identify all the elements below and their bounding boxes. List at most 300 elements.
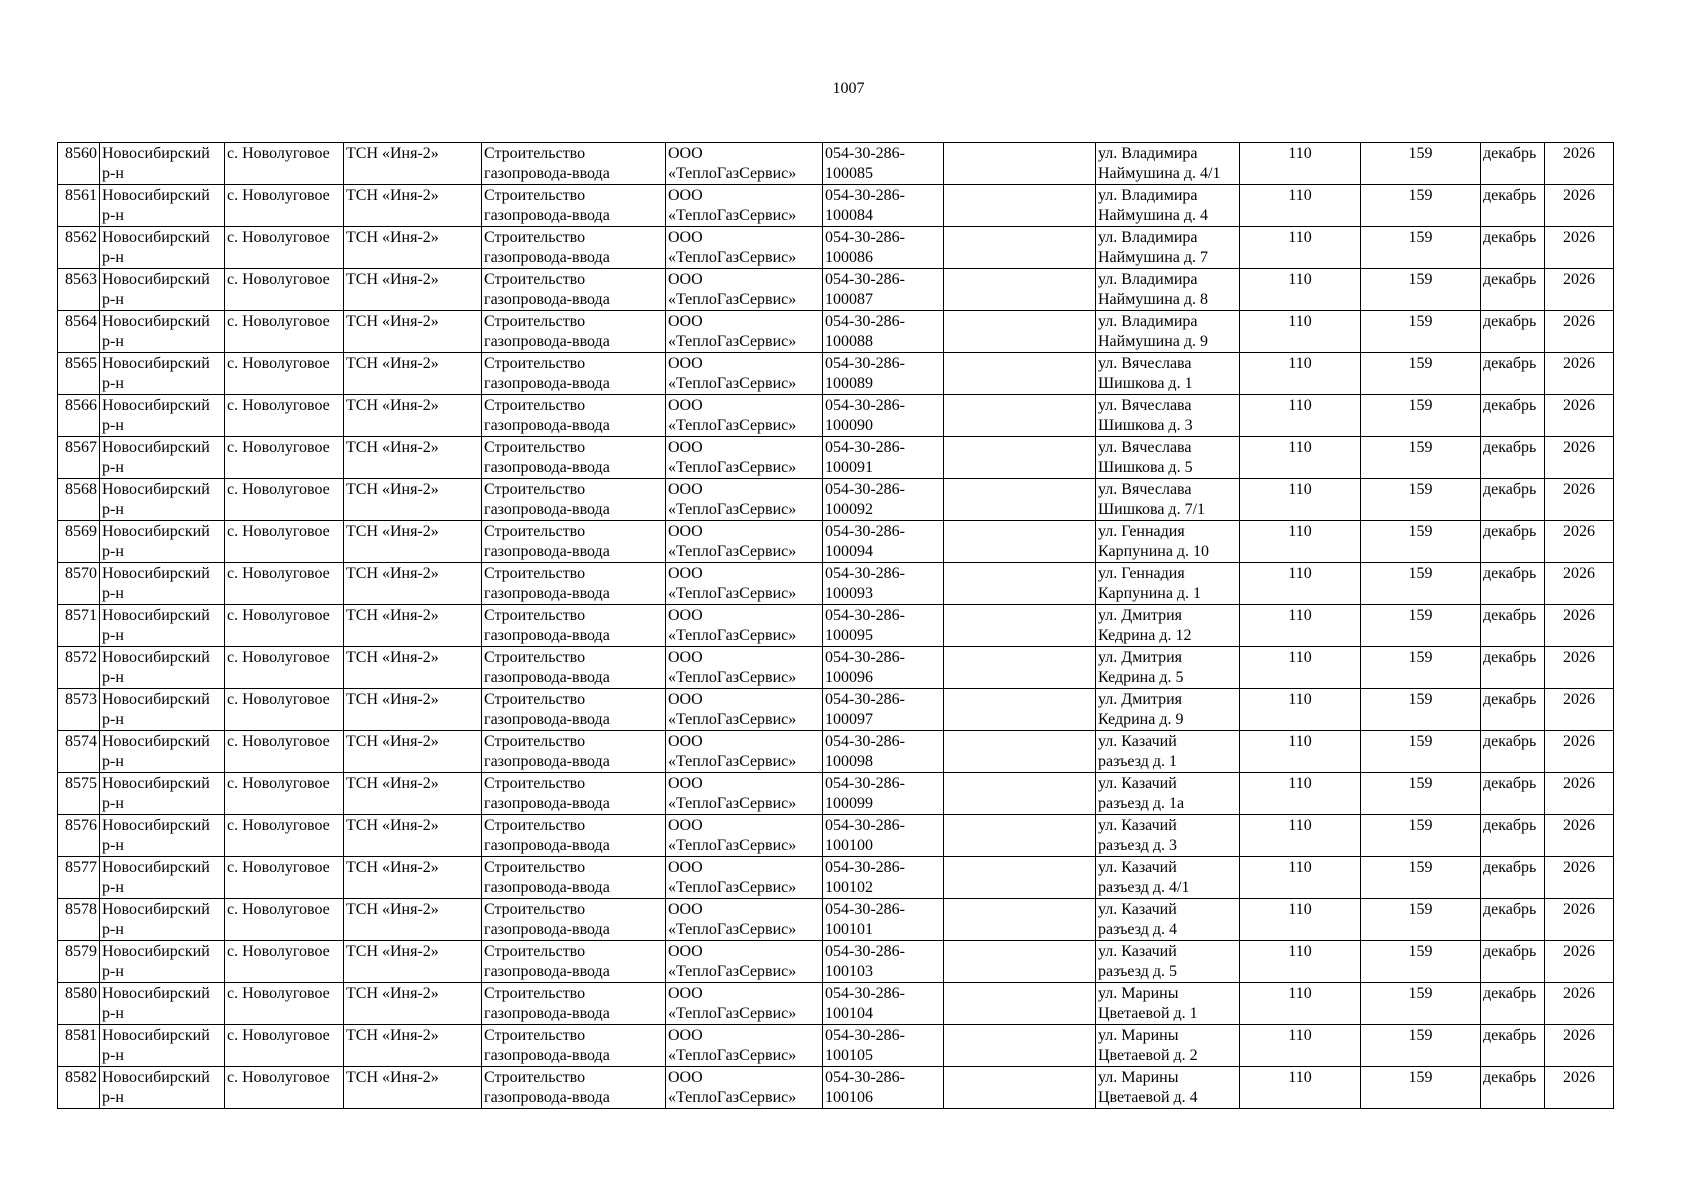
organization-cell: ТСН «Иня-2»	[344, 311, 482, 353]
address-cell	[1096, 1025, 1240, 1067]
settlement-cell: с. Новолуговое	[225, 1067, 344, 1109]
address-cell-line: ул. Казачий	[1098, 859, 1177, 876]
address-cell-line: разъезд д. 4/1	[1098, 879, 1190, 896]
district-cell: Новосибирский р-н	[100, 1067, 225, 1109]
address-cell-line: Шишкова д. 5	[1098, 459, 1193, 476]
company-cell-line: «ТеплоГазСервис»	[668, 879, 797, 896]
company-cell-line: ООО	[668, 775, 703, 792]
company-cell-line: ООО	[668, 1027, 703, 1044]
row-number: 8570	[58, 563, 100, 605]
year-cell: 2026	[1545, 479, 1614, 521]
organization-cell: ТСН «Иня-2»	[344, 395, 482, 437]
company-cell-line: ООО	[668, 985, 703, 1002]
address-cell-line: ул. Марины	[1098, 985, 1179, 1002]
row-number: 8572	[58, 647, 100, 689]
work-type-cell: Строительство газопровода-ввода	[482, 227, 666, 269]
address-cell	[1096, 899, 1240, 941]
address-cell-line: ул. Марины	[1098, 1027, 1179, 1044]
company-cell	[666, 269, 823, 311]
month-cell: декабрь	[1481, 521, 1545, 563]
object-code-cell	[823, 1025, 944, 1067]
company-cell-line: «ТеплоГазСервис»	[668, 753, 797, 770]
organization-cell: ТСН «Иня-2»	[344, 563, 482, 605]
object-code-cell	[823, 521, 944, 563]
work-type-cell: Строительство газопровода-ввода	[482, 269, 666, 311]
district-cell: Новосибирский р-н	[100, 185, 225, 227]
empty-cell	[944, 479, 1096, 521]
address-cell	[1096, 647, 1240, 689]
value-1-cell: 110	[1240, 185, 1361, 227]
empty-cell	[944, 1067, 1096, 1109]
month-cell: декабрь	[1481, 143, 1545, 185]
value-2-cell: 159	[1361, 479, 1481, 521]
row-number: 8565	[58, 353, 100, 395]
district-cell: Новосибирский р-н	[100, 521, 225, 563]
month-cell: декабрь	[1481, 731, 1545, 773]
object-code-cell	[823, 857, 944, 899]
value-1-cell: 110	[1240, 941, 1361, 983]
value-2-cell: 159	[1361, 1025, 1481, 1067]
work-type-cell: Строительство газопровода-ввода	[482, 731, 666, 773]
value-2-cell: 159	[1361, 563, 1481, 605]
year-cell: 2026	[1545, 983, 1614, 1025]
row-number: 8578	[58, 899, 100, 941]
object-code-cell-line: 054-30-286-	[825, 229, 905, 246]
object-code-cell-line: 054-30-286-	[825, 397, 905, 414]
value-1-cell: 110	[1240, 983, 1361, 1025]
table-row	[58, 353, 1614, 395]
object-code-cell	[823, 647, 944, 689]
year-cell: 2026	[1545, 437, 1614, 479]
object-code-cell-line: 100097	[825, 711, 873, 728]
month-cell: декабрь	[1481, 899, 1545, 941]
district-cell: Новосибирский р-н	[100, 227, 225, 269]
value-2-cell: 159	[1361, 269, 1481, 311]
district-cell: Новосибирский р-н	[100, 689, 225, 731]
value-2-cell: 159	[1361, 437, 1481, 479]
table-row	[58, 1025, 1614, 1067]
address-cell	[1096, 1067, 1240, 1109]
organization-cell: ТСН «Иня-2»	[344, 1025, 482, 1067]
district-cell: Новосибирский р-н	[100, 143, 225, 185]
work-type-cell: Строительство газопровода-ввода	[482, 479, 666, 521]
settlement-cell: с. Новолуговое	[225, 521, 344, 563]
company-cell	[666, 227, 823, 269]
object-code-cell-line: 054-30-286-	[825, 439, 905, 456]
value-2-cell: 159	[1361, 185, 1481, 227]
company-cell	[666, 857, 823, 899]
address-cell-line: Кедрина д. 12	[1098, 627, 1192, 644]
company-cell-line: ООО	[668, 313, 703, 330]
company-cell-line: «ТеплоГазСервис»	[668, 1005, 797, 1022]
company-cell	[666, 941, 823, 983]
address-cell-line: ул. Дмитрия	[1098, 649, 1182, 666]
object-code-cell-line: 054-30-286-	[825, 313, 905, 330]
empty-cell	[944, 857, 1096, 899]
table-row	[58, 689, 1614, 731]
year-cell: 2026	[1545, 143, 1614, 185]
value-1-cell: 110	[1240, 1067, 1361, 1109]
address-cell-line: ул. Владимира	[1098, 313, 1198, 330]
object-code-cell-line: 100090	[825, 417, 873, 434]
object-code-cell-line: 100102	[825, 879, 873, 896]
month-cell: декабрь	[1481, 605, 1545, 647]
company-cell-line: «ТеплоГазСервис»	[668, 459, 797, 476]
object-code-cell	[823, 269, 944, 311]
year-cell: 2026	[1545, 605, 1614, 647]
district-cell: Новосибирский р-н	[100, 731, 225, 773]
year-cell: 2026	[1545, 185, 1614, 227]
object-code-cell	[823, 773, 944, 815]
object-code-cell-line: 054-30-286-	[825, 355, 905, 372]
year-cell: 2026	[1545, 227, 1614, 269]
district-cell: Новосибирский р-н	[100, 857, 225, 899]
company-cell-line: «ТеплоГазСервис»	[668, 375, 797, 392]
object-code-cell-line: 100092	[825, 501, 873, 518]
value-2-cell: 159	[1361, 773, 1481, 815]
work-type-cell: Строительство газопровода-ввода	[482, 437, 666, 479]
address-cell-line: Шишкова д. 1	[1098, 375, 1193, 392]
organization-cell: ТСН «Иня-2»	[344, 227, 482, 269]
table-row	[58, 857, 1614, 899]
empty-cell	[944, 227, 1096, 269]
month-cell: декабрь	[1481, 941, 1545, 983]
value-2-cell: 159	[1361, 689, 1481, 731]
company-cell-line: «ТеплоГазСервис»	[668, 963, 797, 980]
address-cell	[1096, 521, 1240, 563]
object-code-cell-line: 054-30-286-	[825, 691, 905, 708]
address-cell-line: ул. Вячеслава	[1098, 439, 1192, 456]
company-cell	[666, 731, 823, 773]
work-type-cell: Строительство газопровода-ввода	[482, 689, 666, 731]
company-cell-line: «ТеплоГазСервис»	[668, 627, 797, 644]
row-number: 8579	[58, 941, 100, 983]
value-1-cell: 110	[1240, 437, 1361, 479]
year-cell: 2026	[1545, 521, 1614, 563]
month-cell: декабрь	[1481, 395, 1545, 437]
table-row	[58, 1067, 1614, 1109]
organization-cell: ТСН «Иня-2»	[344, 479, 482, 521]
month-cell: декабрь	[1481, 815, 1545, 857]
address-cell-line: ул. Владимира	[1098, 271, 1198, 288]
table-row	[58, 185, 1614, 227]
address-cell-line: ул. Владимира	[1098, 145, 1198, 162]
month-cell: декабрь	[1481, 185, 1545, 227]
work-type-cell: Строительство газопровода-ввода	[482, 815, 666, 857]
address-cell-line: ул. Дмитрия	[1098, 691, 1182, 708]
settlement-cell: с. Новолуговое	[225, 899, 344, 941]
object-code-cell	[823, 731, 944, 773]
company-cell	[666, 647, 823, 689]
row-number: 8569	[58, 521, 100, 563]
organization-cell: ТСН «Иня-2»	[344, 437, 482, 479]
year-cell: 2026	[1545, 899, 1614, 941]
object-code-cell	[823, 437, 944, 479]
company-cell-line: «ТеплоГазСервис»	[668, 795, 797, 812]
object-code-cell-line: 100086	[825, 249, 873, 266]
settlement-cell: с. Новолуговое	[225, 1025, 344, 1067]
address-cell-line: Наймушина д. 4/1	[1098, 165, 1221, 182]
table-row	[58, 395, 1614, 437]
company-cell	[666, 437, 823, 479]
organization-cell: ТСН «Иня-2»	[344, 647, 482, 689]
company-cell-line: «ТеплоГазСервис»	[668, 921, 797, 938]
value-1-cell: 110	[1240, 605, 1361, 647]
address-cell	[1096, 857, 1240, 899]
object-code-cell-line: 100099	[825, 795, 873, 812]
table-body	[58, 143, 1614, 1109]
company-cell-line: «ТеплоГазСервис»	[668, 1089, 797, 1106]
object-code-cell-line: 100089	[825, 375, 873, 392]
value-1-cell: 110	[1240, 563, 1361, 605]
address-cell-line: ул. Дмитрия	[1098, 607, 1182, 624]
row-number: 8581	[58, 1025, 100, 1067]
organization-cell: ТСН «Иня-2»	[344, 983, 482, 1025]
company-cell-line: «ТеплоГазСервис»	[668, 543, 797, 560]
address-cell-line: Кедрина д. 5	[1098, 669, 1184, 686]
object-code-cell-line: 054-30-286-	[825, 943, 905, 960]
address-cell-line: ул. Казачий	[1098, 943, 1177, 960]
empty-cell	[944, 773, 1096, 815]
company-cell	[666, 311, 823, 353]
value-1-cell: 110	[1240, 269, 1361, 311]
object-code-cell	[823, 227, 944, 269]
address-cell	[1096, 269, 1240, 311]
company-cell-line: ООО	[668, 565, 703, 582]
organization-cell: ТСН «Иня-2»	[344, 941, 482, 983]
object-code-cell-line: 054-30-286-	[825, 271, 905, 288]
settlement-cell: с. Новолуговое	[225, 479, 344, 521]
address-cell	[1096, 983, 1240, 1025]
address-cell	[1096, 437, 1240, 479]
object-code-cell-line: 100096	[825, 669, 873, 686]
address-cell	[1096, 143, 1240, 185]
address-cell	[1096, 773, 1240, 815]
value-1-cell: 110	[1240, 521, 1361, 563]
table-row	[58, 269, 1614, 311]
value-2-cell: 159	[1361, 143, 1481, 185]
address-cell-line: ул. Казачий	[1098, 817, 1177, 834]
settlement-cell: с. Новолуговое	[225, 185, 344, 227]
value-2-cell: 159	[1361, 521, 1481, 563]
settlement-cell: с. Новолуговое	[225, 689, 344, 731]
district-cell: Новосибирский р-н	[100, 647, 225, 689]
object-code-cell-line: 054-30-286-	[825, 1027, 905, 1044]
value-2-cell: 159	[1361, 353, 1481, 395]
value-2-cell: 159	[1361, 815, 1481, 857]
work-type-cell: Строительство газопровода-ввода	[482, 941, 666, 983]
work-type-cell: Строительство газопровода-ввода	[482, 899, 666, 941]
organization-cell: ТСН «Иня-2»	[344, 605, 482, 647]
year-cell: 2026	[1545, 269, 1614, 311]
organization-cell: ТСН «Иня-2»	[344, 899, 482, 941]
address-cell-line: Карпунина д. 10	[1098, 543, 1210, 560]
empty-cell	[944, 311, 1096, 353]
organization-cell: ТСН «Иня-2»	[344, 143, 482, 185]
address-cell-line: Шишкова д. 3	[1098, 417, 1193, 434]
value-1-cell: 110	[1240, 479, 1361, 521]
address-cell	[1096, 185, 1240, 227]
object-code-cell-line: 054-30-286-	[825, 565, 905, 582]
gas-pipeline-registry-table	[57, 142, 1614, 1109]
object-code-cell-line: 100084	[825, 207, 873, 224]
value-1-cell: 110	[1240, 773, 1361, 815]
company-cell-line: ООО	[668, 1069, 703, 1086]
value-2-cell: 159	[1361, 311, 1481, 353]
address-cell	[1096, 311, 1240, 353]
company-cell-line: ООО	[668, 607, 703, 624]
value-2-cell: 159	[1361, 1067, 1481, 1109]
empty-cell	[944, 521, 1096, 563]
company-cell-line: «ТеплоГазСервис»	[668, 417, 797, 434]
organization-cell: ТСН «Иня-2»	[344, 185, 482, 227]
value-1-cell: 110	[1240, 395, 1361, 437]
row-number: 8567	[58, 437, 100, 479]
object-code-cell-line: 100098	[825, 753, 873, 770]
value-1-cell: 110	[1240, 731, 1361, 773]
object-code-cell-line: 100100	[825, 837, 873, 854]
work-type-cell: Строительство газопровода-ввода	[482, 143, 666, 185]
district-cell: Новосибирский р-н	[100, 353, 225, 395]
address-cell-line: ул. Геннадия	[1098, 523, 1185, 540]
object-code-cell-line: 054-30-286-	[825, 775, 905, 792]
address-cell-line: ул. Вячеслава	[1098, 397, 1192, 414]
row-number: 8582	[58, 1067, 100, 1109]
value-1-cell: 110	[1240, 353, 1361, 395]
value-2-cell: 159	[1361, 605, 1481, 647]
district-cell: Новосибирский р-н	[100, 395, 225, 437]
month-cell: декабрь	[1481, 479, 1545, 521]
row-number: 8568	[58, 479, 100, 521]
object-code-cell-line: 054-30-286-	[825, 523, 905, 540]
object-code-cell-line: 054-30-286-	[825, 607, 905, 624]
settlement-cell: с. Новолуговое	[225, 983, 344, 1025]
district-cell: Новосибирский р-н	[100, 773, 225, 815]
organization-cell: ТСН «Иня-2»	[344, 731, 482, 773]
address-cell-line: Наймушина д. 7	[1098, 249, 1209, 266]
month-cell: декабрь	[1481, 773, 1545, 815]
company-cell	[666, 395, 823, 437]
month-cell: декабрь	[1481, 1067, 1545, 1109]
row-number: 8574	[58, 731, 100, 773]
settlement-cell: с. Новолуговое	[225, 647, 344, 689]
value-1-cell: 110	[1240, 311, 1361, 353]
row-number: 8564	[58, 311, 100, 353]
company-cell-line: «ТеплоГазСервис»	[668, 711, 797, 728]
object-code-cell-line: 100094	[825, 543, 873, 560]
address-cell-line: ул. Владимира	[1098, 229, 1198, 246]
object-code-cell-line: 054-30-286-	[825, 1069, 905, 1086]
object-code-cell-line: 100087	[825, 291, 873, 308]
object-code-cell	[823, 563, 944, 605]
empty-cell	[944, 185, 1096, 227]
work-type-cell: Строительство газопровода-ввода	[482, 983, 666, 1025]
address-cell-line: разъезд д. 5	[1098, 963, 1178, 980]
company-cell-line: ООО	[668, 481, 703, 498]
row-number: 8573	[58, 689, 100, 731]
work-type-cell: Строительство газопровода-ввода	[482, 521, 666, 563]
address-cell-line: разъезд д. 4	[1098, 921, 1178, 938]
object-code-cell-line: 054-30-286-	[825, 859, 905, 876]
settlement-cell: с. Новолуговое	[225, 815, 344, 857]
value-1-cell: 110	[1240, 143, 1361, 185]
object-code-cell-line: 100101	[825, 921, 873, 938]
settlement-cell: с. Новолуговое	[225, 227, 344, 269]
company-cell	[666, 605, 823, 647]
address-cell-line: Наймушина д. 8	[1098, 291, 1209, 308]
company-cell-line: «ТеплоГазСервис»	[668, 291, 797, 308]
work-type-cell: Строительство газопровода-ввода	[482, 185, 666, 227]
value-2-cell: 159	[1361, 647, 1481, 689]
object-code-cell	[823, 983, 944, 1025]
year-cell: 2026	[1545, 353, 1614, 395]
year-cell: 2026	[1545, 563, 1614, 605]
row-number: 8566	[58, 395, 100, 437]
address-cell-line: Наймушина д. 4	[1098, 207, 1209, 224]
company-cell	[666, 353, 823, 395]
value-2-cell: 159	[1361, 395, 1481, 437]
table-row	[58, 605, 1614, 647]
row-number: 8560	[58, 143, 100, 185]
value-1-cell: 110	[1240, 227, 1361, 269]
empty-cell	[944, 941, 1096, 983]
district-cell: Новосибирский р-н	[100, 1025, 225, 1067]
district-cell: Новосибирский р-н	[100, 899, 225, 941]
address-cell	[1096, 227, 1240, 269]
month-cell: декабрь	[1481, 269, 1545, 311]
month-cell: декабрь	[1481, 311, 1545, 353]
work-type-cell: Строительство газопровода-ввода	[482, 1067, 666, 1109]
object-code-cell	[823, 605, 944, 647]
address-cell-line: Наймушина д. 9	[1098, 333, 1209, 350]
work-type-cell: Строительство газопровода-ввода	[482, 311, 666, 353]
month-cell: декабрь	[1481, 1025, 1545, 1067]
company-cell	[666, 773, 823, 815]
work-type-cell: Строительство газопровода-ввода	[482, 353, 666, 395]
address-cell-line: разъезд д. 1	[1098, 753, 1178, 770]
company-cell	[666, 815, 823, 857]
year-cell: 2026	[1545, 731, 1614, 773]
company-cell-line: ООО	[668, 649, 703, 666]
company-cell-line: ООО	[668, 355, 703, 372]
work-type-cell: Строительство газопровода-ввода	[482, 647, 666, 689]
row-number: 8575	[58, 773, 100, 815]
empty-cell	[944, 563, 1096, 605]
value-2-cell: 159	[1361, 983, 1481, 1025]
work-type-cell: Строительство газопровода-ввода	[482, 605, 666, 647]
work-type-cell: Строительство газопровода-ввода	[482, 395, 666, 437]
object-code-cell	[823, 395, 944, 437]
address-cell-line: разъезд д. 3	[1098, 837, 1178, 854]
empty-cell	[944, 395, 1096, 437]
organization-cell: ТСН «Иня-2»	[344, 689, 482, 731]
organization-cell: ТСН «Иня-2»	[344, 353, 482, 395]
organization-cell: ТСН «Иня-2»	[344, 521, 482, 563]
settlement-cell: с. Новолуговое	[225, 143, 344, 185]
address-cell	[1096, 689, 1240, 731]
table-row	[58, 227, 1614, 269]
organization-cell: ТСН «Иня-2»	[344, 815, 482, 857]
value-1-cell: 110	[1240, 899, 1361, 941]
object-code-cell	[823, 311, 944, 353]
district-cell: Новосибирский р-н	[100, 941, 225, 983]
month-cell: декабрь	[1481, 689, 1545, 731]
address-cell-line: ул. Казачий	[1098, 901, 1177, 918]
settlement-cell: с. Новолуговое	[225, 395, 344, 437]
organization-cell: ТСН «Иня-2»	[344, 773, 482, 815]
table-row	[58, 983, 1614, 1025]
value-1-cell: 110	[1240, 857, 1361, 899]
